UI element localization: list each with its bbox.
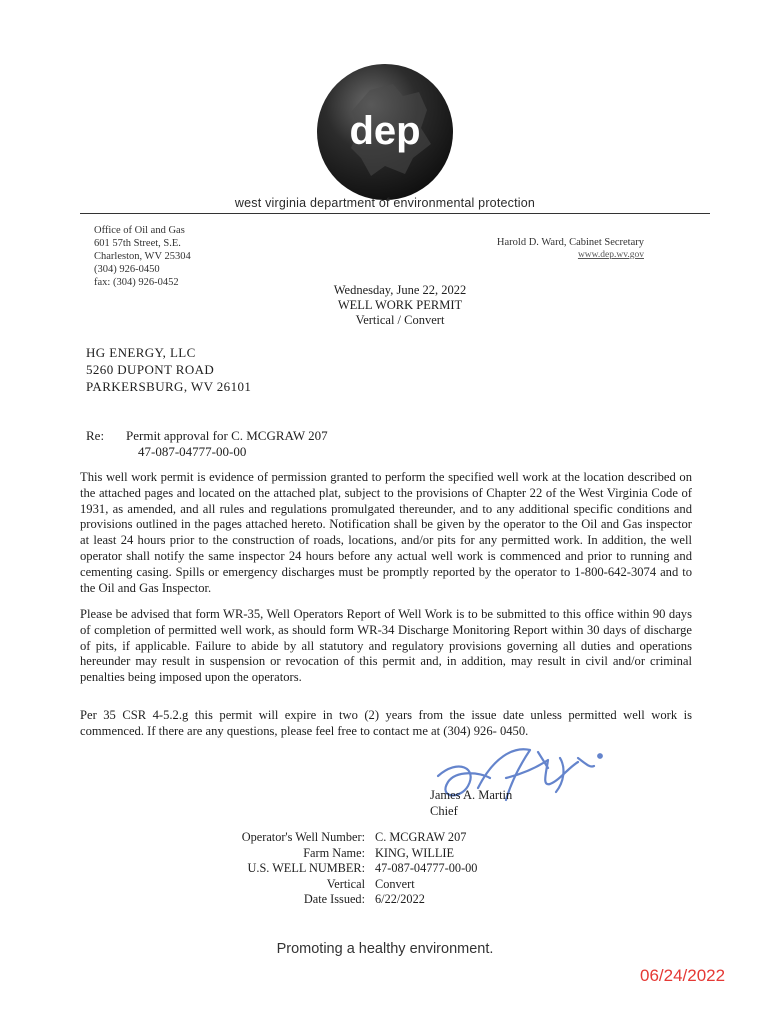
- detail-label: Date Issued:: [303, 892, 365, 906]
- body-paragraph: This well work permit is evidence of permission granted to perform the specified well work at the location described on the attached pages and located on the attached plat, subject to the provisions of Chapter 22 of the West Virginia Code of 1931, as amended, and all rules and regulations promulgated thereunder, and to any additional specific conditions and provisions outlined in the pages attached hereto. Notification shall be given by the operator to the Oil and Gas inspector at least 24 hours prior to the construction of roads, locations, and/or pits for any permitted work. In addition, the well operator shall notify the same inspector 24 hours before any actual well work is commenced and prior to running and cementing casing. Spills or emergency discharges must be promptly reported by the operator to 1-800-642-3074 and to the Oil and Gas Inspector.: [80, 470, 692, 595]
- detail-value: 6/22/2022: [375, 892, 425, 906]
- office-line: Charleston, WV 25304: [94, 251, 191, 262]
- detail-value: C. MCGRAW 207: [375, 830, 467, 844]
- detail-label: U.S. WELL NUMBER:: [247, 861, 365, 875]
- detail-row: [190, 877, 477, 893]
- detail-row: [190, 830, 477, 846]
- secretary-block: [497, 236, 644, 262]
- letter-date: Wednesday, June 22, 2022: [333, 283, 467, 297]
- website-link[interactable]: www.dep.wv.gov: [577, 250, 644, 260]
- permit-heading: [300, 283, 500, 328]
- logo-text: dep: [349, 109, 421, 153]
- detail-label: Operator's Well Number:: [241, 830, 365, 844]
- re-label: Re:: [86, 428, 105, 443]
- office-line: Office of Oil and Gas: [94, 225, 185, 236]
- detail-label: Vertical: [326, 876, 365, 891]
- addressee-line: 5260 DUPONT ROAD: [86, 362, 215, 377]
- addressee-line: HG ENERGY, LLC: [86, 345, 196, 360]
- detail-row: [190, 846, 477, 862]
- office-address: [94, 224, 191, 289]
- agency-name: west virginia department of environmental protection: [234, 196, 536, 210]
- office-line: 601 57th Street, S.E.: [94, 238, 181, 249]
- signer-block: [430, 787, 512, 819]
- signer-title: Chief: [430, 804, 458, 818]
- footer-slogan: Promoting a healthy environment.: [276, 941, 494, 957]
- detail-value: Convert: [375, 876, 415, 891]
- re-prefix: Permit approval for: [126, 428, 228, 443]
- addressee-block: [86, 344, 251, 395]
- dep-logo: [315, 62, 455, 202]
- detail-value: KING, WILLIE: [375, 845, 454, 860]
- permit-subtitle: Vertical / Convert: [355, 313, 445, 327]
- addressee-line: PARKERSBURG, WV 26101: [86, 379, 252, 394]
- detail-row: [190, 861, 477, 877]
- re-permit-number: 47-087-04777-00-00: [138, 444, 247, 459]
- re-well-name: C. MCGRAW 207: [231, 428, 328, 443]
- detail-value: 47-087-04777-00-00: [375, 861, 478, 875]
- well-details: [190, 830, 477, 908]
- detail-label: Farm Name:: [303, 845, 365, 860]
- stamp-date: 06/24/2022: [640, 966, 726, 985]
- signer-name: James A. Martin: [430, 788, 513, 802]
- office-line: fax: (304) 926-0452: [94, 277, 179, 288]
- header-divider: [80, 213, 710, 214]
- body-paragraph: Per 35 CSR 4-5.2.g this permit will expire in two (2) years from the issue date unless permitted well work is commenced. If there are any questions, please feel free to contact me at (304) 926- 0450.: [80, 708, 692, 738]
- secretary-name: Harold D. Ward, Cabinet Secretary: [496, 237, 644, 248]
- office-line: (304) 926-0450: [94, 264, 160, 275]
- permit-title: WELL WORK PERMIT: [337, 298, 463, 312]
- body-paragraph: Please be advised that form WR-35, Well Operators Report of Well Work is to be submitted to this office within 90 days of completion of permitted well work, as should form WR-34 Discharge Monitoring Report within 30 days of discharge of pits, if applicable. Failure to abide by all statutory and regulatory provisions governing all duties and operations hereunder may result in suspension or revocation of this permit and, in addition, may result in civil and/or criminal penalties being imposed upon the operators.: [80, 607, 692, 685]
- detail-row: [190, 892, 477, 908]
